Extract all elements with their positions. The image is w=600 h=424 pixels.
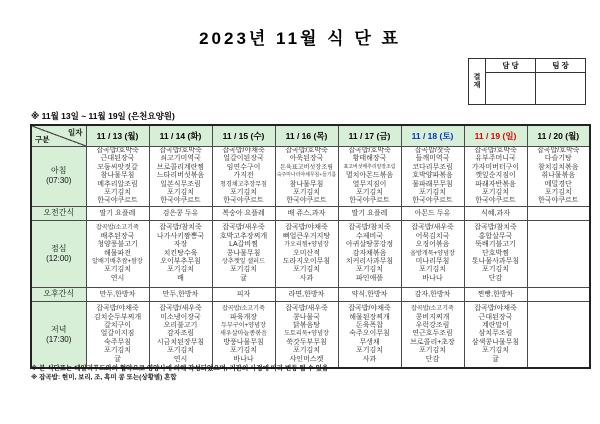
footnote-line: ※ 본 식단표는 데일리푸드와의 협약으로 영양사에 의해 작성되었으며, 기관의 사정에 따라 변동 될 수 있음: [31, 365, 329, 372]
date-range-subtitle: ※ 11월 13일 ~ 11월 19일 (은천요양원): [31, 111, 175, 121]
lunch-cell-4: 잡곡밥/참치죽 수제비국 아귀살땅콩강정 감자채볶음 치커리사과무침 포기김치 파인애플: [338, 220, 401, 287]
am-snack-cell-7: [527, 206, 590, 220]
page-title: 2023년 11월 식 단 표: [199, 29, 401, 48]
lunch-cell-7: [527, 220, 590, 287]
row-label-dinner: 저녁 (17:30): [31, 301, 86, 368]
breakfast-cell-7: 잡곡밥/호박죽 다슬기탕 참치김치볶음 취나물볶음 메밀경단 포기김치 한국야쿠르트: [527, 147, 590, 207]
pm-snack-cell-6: 찐빵,한방차: [464, 287, 527, 301]
breakfast-cell-0: 잡곡밥/호박죽 근대된장국 모둠씨앗젓갈 참나물무침 메추리알조림 포기김치 한국야쿠르트: [86, 147, 149, 207]
dinner-cell-0: 잡곡밥/야채죽 김치순두부찌개 갈치구이 얼갈이지짐 숙주무침 포기김치 귤: [86, 301, 149, 368]
dinner-cell-2: 잡곡밥/소고기죽 파육개장 두부구이+양념장 새우살마늘종볶음 방풍나물무침 포기김치 바나나: [212, 301, 275, 368]
meal-row-breakfast: [31, 147, 590, 207]
day-header-1: 11 / 14 (화): [149, 125, 212, 147]
meal-row-am-snack: [31, 206, 590, 220]
day-header-row: [31, 125, 590, 147]
lunch-cell-0: 잡곡밥/소고기죽 배추된장국 청양풍불고기 해물파전 알배기배추쌈+쌈장 포기김치 연시: [86, 220, 149, 287]
am-snack-cell-3: 배 쥬스,과자: [275, 206, 338, 220]
row-label-lunch: 점심 (12:00): [31, 220, 86, 287]
day-header-4: 11 / 17 (금): [338, 125, 401, 147]
dinner-cell-6: 잡곡밥/야채죽 근대된장국 계란말이 삼치무조림 삼색콩나물무침 포기김치 귤: [464, 301, 527, 368]
breakfast-cell-5: 잡곡밥/잣죽 들깨미역국 코다리무조림 호박양파볶음 물파래무무침 포기김치 한국야쿠르트: [401, 147, 464, 207]
approval-col-damdang: 담 당: [486, 59, 536, 73]
footnote-line: ※ 잡곡밥: 현미, 보리, 조, 흑미 콩 또는(상황별) 혼합: [31, 374, 177, 381]
lunch-cell-5: 잡곡밥/새우죽 어묵김치국 오징어볶음 올방개묵+양념장 미나리무침 포기김치 바나나: [401, 220, 464, 287]
breakfast-cell-2: 잡곡밥/야채죽 얼갈이된장국 임연수구이 가지전 청경채고추장무침 포기김치 한국야쿠르트: [212, 147, 275, 207]
row-label-breakfast: 아침 (07:30): [31, 147, 86, 207]
day-header-6: 11 / 19 (일): [464, 125, 527, 147]
pm-snack-cell-0: 만두,한방차: [86, 287, 149, 301]
day-header-2: 11 / 15 (수): [212, 125, 275, 147]
am-snack-cell-2: 복숭아 요플레: [212, 206, 275, 220]
lunch-cell-6: 잡곡밥/참치죽 홍합살무국 뚝배기불고기 단호박찜 톳나물사과무침 포기김치 단감: [464, 220, 527, 287]
approval-stamp-label: 결 재: [469, 59, 486, 105]
dinner-cell-5: 잡곡밥/소고기죽 콩비지찌개 우럭강조림 연근호두조림 브로콜리+초장 포기김치 단감: [401, 301, 464, 368]
approval-col-teamjang: 팀 장: [536, 59, 586, 73]
footnotes: [31, 364, 328, 382]
dinner-cell-4: 잡곡밥/야채죽 해물된장찌개 돈육폭찹 숙주오이무침 무생채 포기김치 사과: [338, 301, 401, 368]
breakfast-cell-3: 잡곡밥/호박죽 아욱된장국 돈육표고버섯장조림 숙주미나리야채무침+들기름 참나물무침 포기김치 한국야쿠르트: [276, 147, 337, 205]
meal-row-pm-snack: [31, 287, 590, 301]
row-label-am-snack: 오전간식: [31, 206, 86, 220]
am-snack-cell-5: 아몬드 두유: [401, 206, 464, 220]
meal-row-lunch: [31, 220, 590, 287]
day-header-7: 11 / 20 (월): [527, 125, 590, 147]
day-header-5: 11 / 18 (토): [401, 125, 464, 147]
breakfast-cell-1: 잡곡밥/호박죽 쇠고기미역국 브로콜리계란찜 느타리버섯볶음 일본식무조림 포기김치 한국야쿠르트: [149, 147, 212, 207]
pm-snack-cell-2: 피자: [212, 287, 275, 301]
pm-snack-cell-3: 라면,한방차: [275, 287, 338, 301]
dinner-cell-3: 잡곡밥/새우죽 콩나물국 닭볶음탕 도토리묵+양념장 쑥갓두부무침 포기김치 샤인머스켓: [275, 301, 338, 368]
corner-category-label: 구분: [35, 135, 50, 144]
am-snack-cell-1: 검은콩 두유: [149, 206, 212, 220]
day-header-3: 11 / 16 (목): [275, 125, 338, 147]
am-snack-cell-4: 딸기 요플레: [338, 206, 401, 220]
corner-date-label: 일자: [68, 128, 83, 137]
dinner-cell-1: 잡곡밥/새우죽 미소냉이장국 오리불고기 감자조림 시금치된장무침 포기김치 연시: [149, 301, 212, 368]
lunch-cell-3: 잡곡밥/야채죽 뼈얼큰우거지탕 가오리찜+양념장 오미산적 도라지오이무침 포기김치 사과: [275, 220, 338, 287]
corner-cell: [31, 125, 86, 147]
pm-snack-cell-5: 감자,한방차: [401, 287, 464, 301]
day-header-0: 11 / 13 (월): [86, 125, 149, 147]
am-snack-cell-0: 딸기 요플레: [86, 206, 149, 220]
pm-snack-cell-7: [527, 287, 590, 301]
approval-box: [468, 58, 586, 105]
approval-sign-cell: [536, 73, 586, 105]
meal-row-dinner: [31, 301, 590, 368]
pm-snack-cell-4: 약식,한방차: [338, 287, 401, 301]
breakfast-cell-6: 잡곡밥/호박죽 유부주머니국 가자미버터구이 깻잎순지짐이 파래자반볶음 포기김치 한국야쿠르트: [464, 147, 527, 207]
lunch-cell-1: 잡곡밥/참치죽 나가사키짬뽕국 자장 치킨탕수육 오이부추무침 포기김치 배: [149, 220, 212, 287]
breakfast-cell-4: 잡곡밥/호박죽 황태해장국 표고버섯메추리알장조림 멸치아몬드볶음 열무지짐이 포기김치 한국야쿠르트: [338, 147, 401, 207]
dinner-cell-7: [527, 301, 590, 368]
am-snack-cell-6: 식혜,과자: [464, 206, 527, 220]
menu-table: [30, 124, 591, 369]
row-label-pm-snack: 오후간식: [31, 287, 86, 301]
approval-sign-cell: [486, 73, 536, 105]
pm-snack-cell-1: 만두,한방차: [149, 287, 212, 301]
lunch-cell-2: 잡곡밥/새우죽 호박고추장찌개 LA갈비찜 콩나물무침 상추깻잎 샐러드 포기김치 귤: [212, 220, 275, 287]
